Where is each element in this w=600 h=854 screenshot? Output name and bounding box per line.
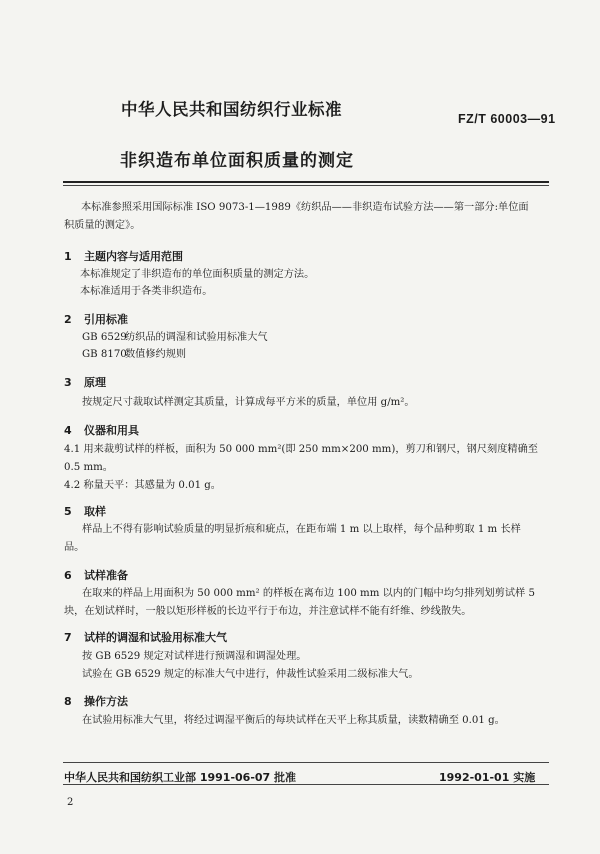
section-4-item-2: 4.2 称量天平：其感量为 0.01 g。: [64, 480, 221, 491]
section-number: 1: [64, 250, 72, 263]
section-4-item-1: 4.1 用来裁剪试样的样板，面积为 50 000 mm²(即 250 mm×200 mm)，剪刀和钢尺，钢尺刻度精确至: [64, 444, 538, 455]
page-number: 2: [67, 797, 74, 808]
section-number: 7: [64, 631, 72, 644]
section-number: 8: [64, 695, 72, 708]
header-rule-thin: [63, 185, 549, 186]
footer-rule: [63, 762, 549, 763]
section-title: 仪器和用具: [84, 424, 139, 437]
implementation-date: 1992-01-01 实施: [439, 771, 536, 784]
section-2-heading: [64, 311, 128, 327]
section-3-line-1: 按规定尺寸裁取试样测定其质量，计算成每平方米的质量，单位用 g/m²。: [82, 397, 415, 408]
section-number: 2: [64, 313, 72, 326]
section-number: 5: [64, 505, 72, 518]
reference-code: GB 8170: [82, 349, 127, 360]
section-3-heading: [64, 374, 106, 390]
section-5-line-1: 样品上不得有影响试验质量的明显折痕和疵点，在距布端 1 m 以上取样，每个品种剪取 1 m 长样: [82, 524, 521, 535]
section-7-line-1: 按 GB 6529 规定对试样进行预调湿和调湿处理。: [82, 651, 307, 662]
approval-statement: 中华人民共和国纺织工业部 1991-06-07 批准: [64, 771, 297, 784]
section-7-heading: [64, 629, 227, 645]
section-title: 操作方法: [84, 695, 128, 708]
section-6-line-2: 块，在划试样时，一般以矩形样板的长边平行于布边，并注意试样不能有纤维、纱线散失。: [64, 606, 472, 617]
section-6-heading: [64, 567, 128, 583]
reference-code: GB 6529: [82, 332, 127, 343]
intro-line-2: 积质量的测定》。: [64, 220, 141, 231]
section-4-item-1-cont: 0.5 mm。: [64, 462, 113, 473]
intro-line-1: 本标准参照采用国际标准 ISO 9073-1—1989《纺织品——非织造布试验方法——第一部分:单位面: [81, 202, 529, 213]
section-8-line-1: 在试验用标准大气里，将经过调湿平衡后的每块试样在天平上称其质量，读数精确至 0.01 g。: [82, 715, 505, 726]
section-title: 引用标准: [84, 313, 128, 326]
header-rule-thick: [63, 181, 549, 183]
issuing-organization: 中华人民共和国纺织行业标准: [121, 100, 342, 119]
section-1-heading: [64, 248, 183, 264]
document-title: 非织造布单位面积质量的测定: [120, 151, 354, 171]
standard-code: FZ/T 60003—91: [458, 112, 556, 126]
footer-rule-bottom: [63, 784, 549, 785]
section-number: 3: [64, 376, 72, 389]
section-7-line-2: 试验在 GB 6529 规定的标准大气中进行，仲裁性试验采用二级标准大气。: [82, 669, 419, 680]
section-4-heading: [64, 422, 139, 438]
reference-title: 数值修约规则: [125, 349, 187, 360]
reference-standard-item: [82, 331, 268, 345]
section-8-heading: [64, 693, 128, 709]
section-1-line-2: 本标准适用于各类非织造布。: [80, 286, 213, 297]
section-1-line-1: 本标准规定了非织造布的单位面积质量的测定方法。: [80, 269, 315, 280]
section-title: 取样: [84, 505, 106, 518]
reference-standard-item: [82, 348, 186, 362]
section-title: 主题内容与适用范围: [84, 250, 183, 263]
section-5-heading: [64, 503, 106, 519]
section-5-line-2: 品。: [64, 542, 85, 553]
section-title: 原理: [84, 376, 106, 389]
reference-title: 纺织品的调湿和试验用标准大气: [125, 332, 268, 343]
section-number: 4: [64, 424, 72, 437]
section-title: 试样的调湿和试验用标准大气: [84, 631, 227, 644]
section-6-line-1: 在取来的样品上用面积为 50 000 mm² 的样板在离布边 100 mm 以内的门幅中均匀排列划剪试样 5: [82, 588, 535, 599]
section-number: 6: [64, 569, 72, 582]
section-title: 试样准备: [84, 569, 128, 582]
